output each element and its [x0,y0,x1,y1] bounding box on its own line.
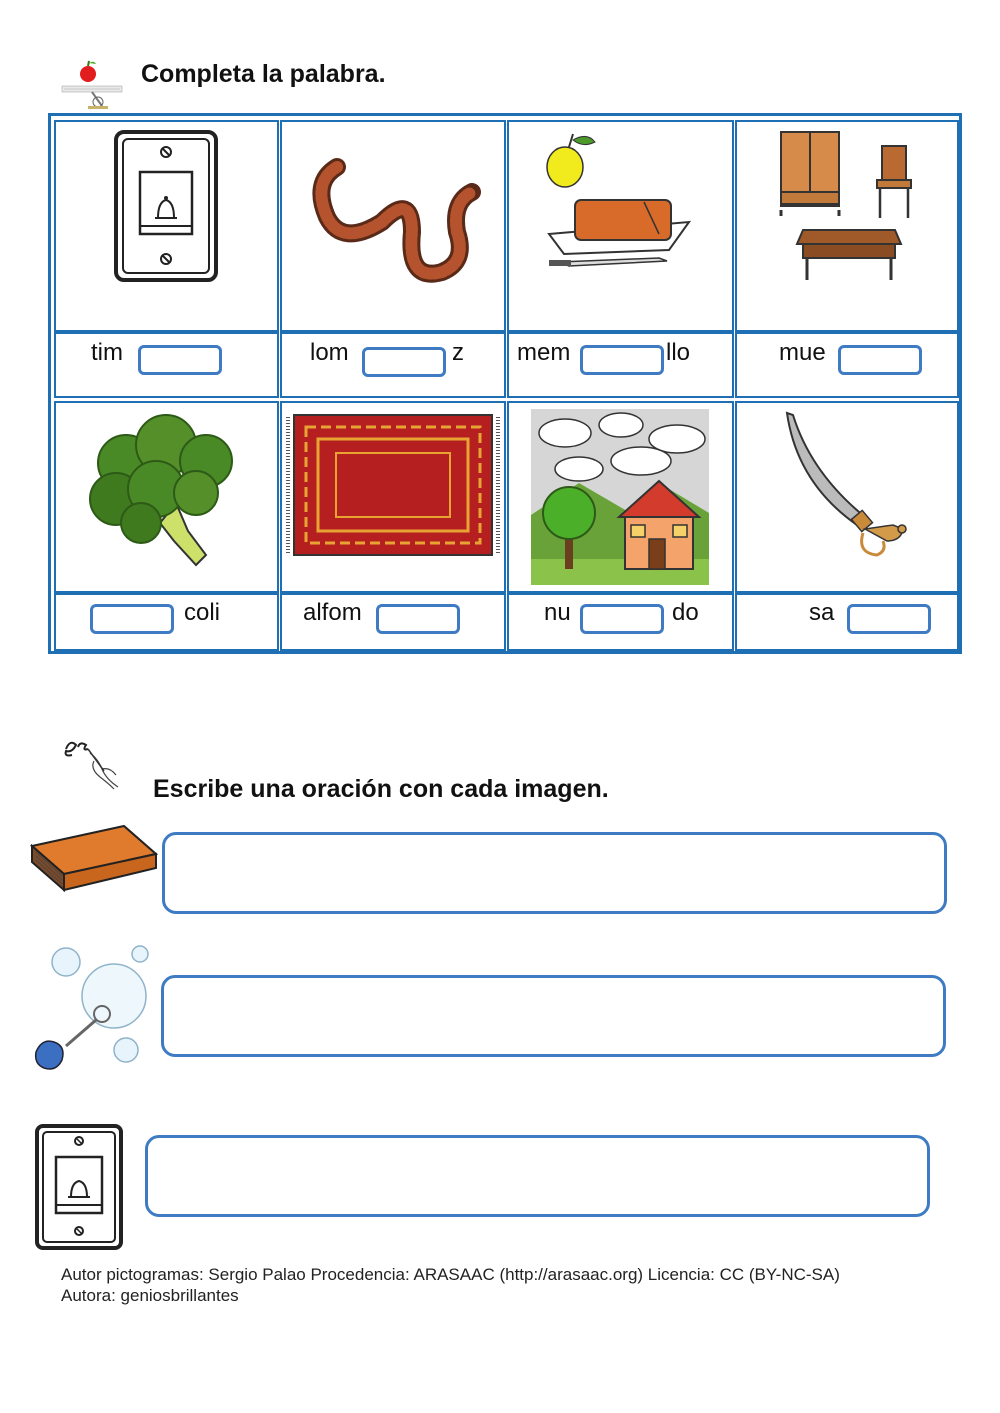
soap-bubbles-icon [30,942,154,1078]
word-prefix: lom [310,339,349,366]
image-cell [54,120,279,332]
letter-input[interactable] [580,604,664,634]
book-icon [28,822,160,894]
image-cell [735,120,959,332]
letter-input[interactable] [90,604,174,634]
word-suffix: do [672,599,699,626]
image-cell [280,401,506,593]
clouds-house-icon [509,403,736,595]
letter-input[interactable] [580,345,664,375]
word-cell [735,593,959,651]
image-cell [507,120,734,332]
quince-jelly-icon [509,122,736,334]
worm-icon [282,122,508,334]
writing-hand-icon [60,733,132,793]
word-prefix: alfom [303,599,362,626]
word-cell [54,593,279,651]
word-cell [54,332,279,398]
letter-input[interactable] [376,604,460,634]
image-cell [280,120,506,332]
word-cell [280,332,506,398]
image-cell [54,401,279,593]
word-grid [48,113,962,654]
sentence-input-bubbles[interactable] [161,975,946,1057]
image-cell [735,401,959,593]
letter-input[interactable] [838,345,922,375]
section-title-write-sentence: Escribe una oración con cada imagen. [153,775,609,803]
word-suffix: z [452,339,464,366]
word-cell [280,593,506,651]
section-title-complete-word: Completa la palabra. [141,60,386,88]
word-prefix: tim [91,339,123,366]
word-cell [735,332,959,398]
word-cell [507,593,734,651]
word-cell [507,332,734,398]
attribution-line: Autor pictogramas: Sergio Palao Procedencia: ARASAAC (http://arasaac.org) Licencia: CC (BY-NC-SA) [61,1265,840,1284]
word-prefix: mem [517,339,571,366]
author-line: Autora: geniosbrillantes [61,1286,239,1305]
word-suffix: llo [666,339,691,366]
saber-icon [737,403,961,595]
word-prefix: sa [809,599,835,626]
word-suffix: coli [184,599,221,626]
image-cell [507,401,734,593]
word-prefix: mue [779,339,826,366]
sentence-input-book[interactable] [162,832,947,914]
doorbell-icon [56,122,281,334]
rug-icon [282,403,508,595]
letter-input[interactable] [362,347,446,377]
furniture-icon [737,122,961,334]
apple-pencil-icon [58,58,128,114]
sentence-input-doorbell[interactable] [145,1135,930,1217]
doorbell-icon [34,1123,124,1251]
word-prefix: nu [544,599,571,626]
broccoli-icon [56,403,281,595]
letter-input[interactable] [138,345,222,375]
letter-input[interactable] [847,604,931,634]
